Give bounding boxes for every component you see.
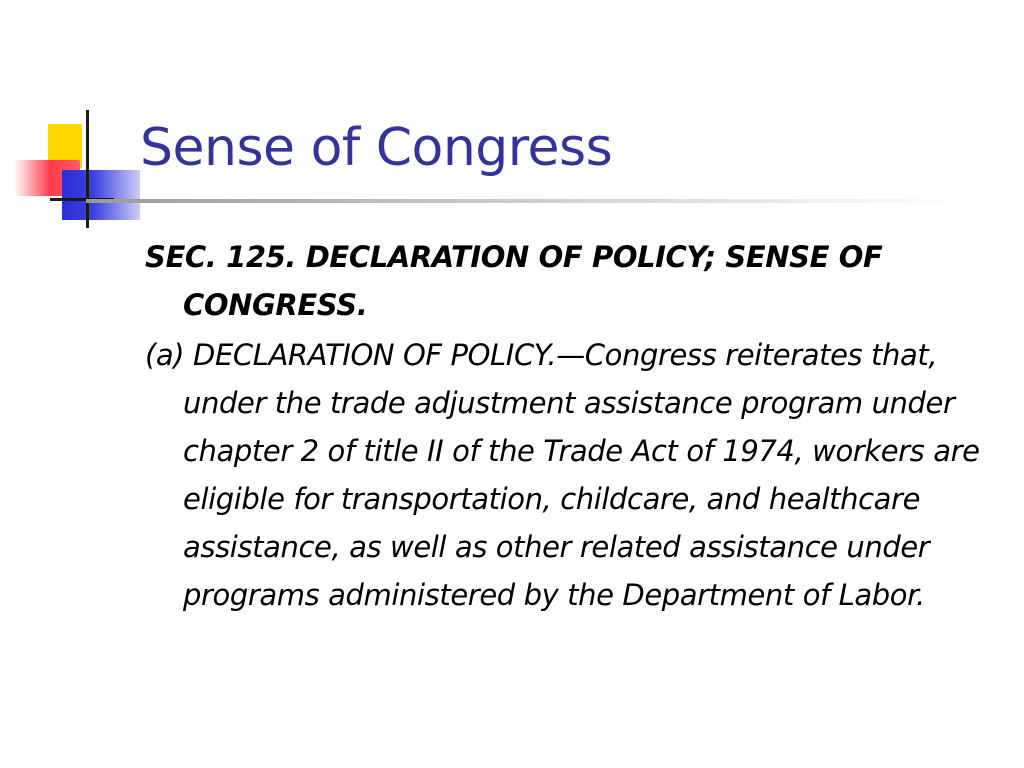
title-underline bbox=[86, 199, 966, 203]
vertical-rule bbox=[86, 110, 89, 228]
corner-ornament bbox=[0, 0, 160, 240]
section-heading: SEC. 125. DECLARATION OF POLICY; SENSE OF CONGRESS. bbox=[145, 240, 883, 322]
blue-square bbox=[62, 170, 140, 220]
slide-title: Sense of Congress bbox=[140, 118, 613, 178]
slide-body bbox=[145, 233, 1015, 621]
policy-paragraph: (a) DECLARATION OF POLICY.—Congress reiterates that, under the trade adjustment assistance program under chapter 2 of title II of the Trade Act of 1974, workers are eligible for transportation, childcare, and healthcare assistance, as well as other related assistance under programs administered by the Department of Labor. bbox=[145, 338, 980, 612]
